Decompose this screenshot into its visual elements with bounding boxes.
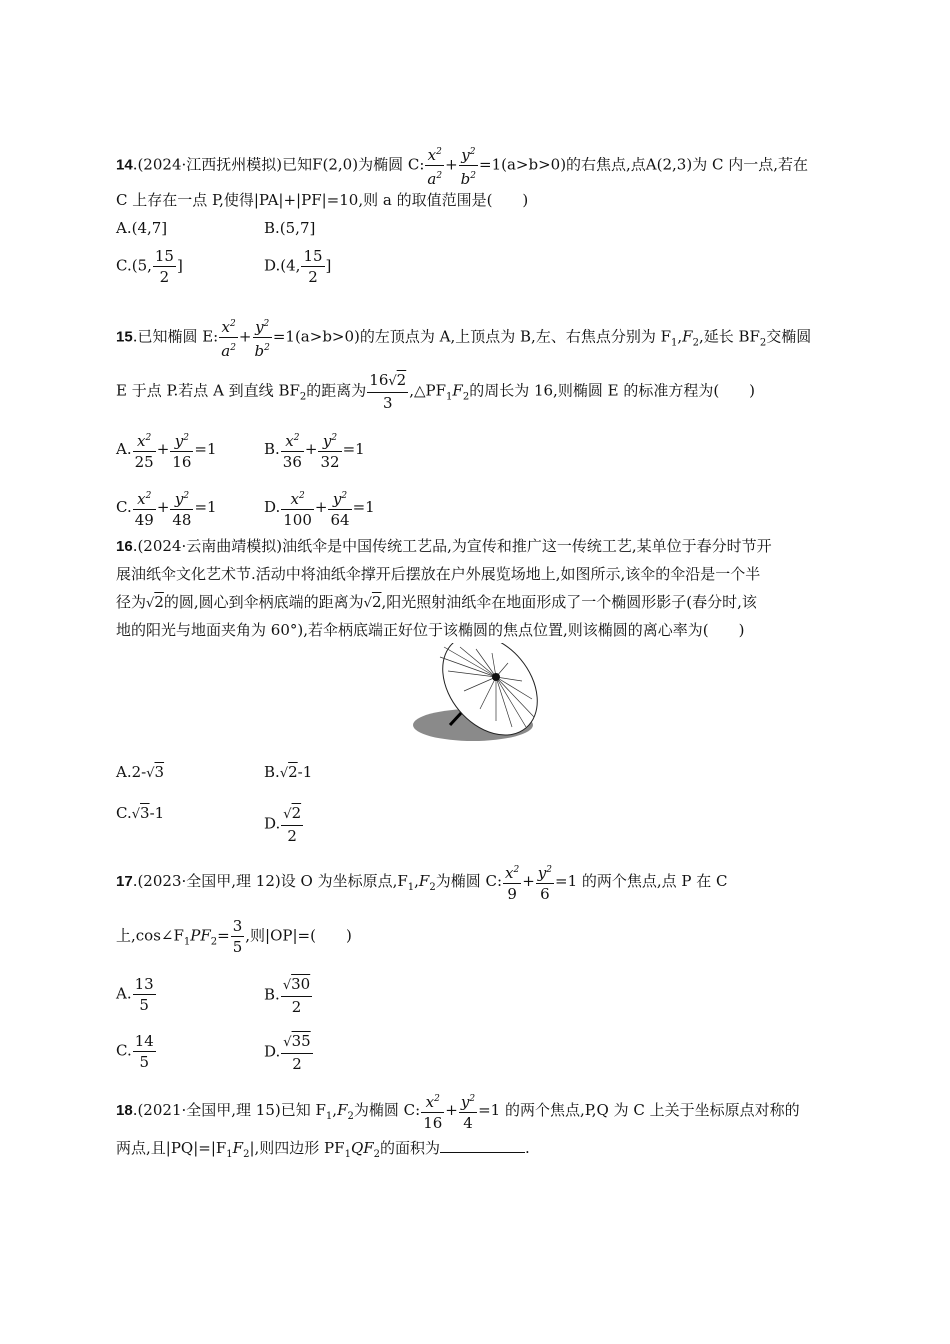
q16-b-post: -1: [297, 763, 313, 781]
q16-line1: [116, 536, 772, 557]
q14-option-a: A.(4,7]: [116, 219, 168, 237]
q15-text3: ,延长 BF: [698, 327, 760, 346]
q17-l2b: =: [217, 926, 230, 945]
q17-b-dot: .: [275, 985, 280, 1004]
q17-option-c: [116, 1031, 157, 1072]
q17-frac-x: $\frac{x^2}{9}$: [503, 860, 521, 904]
q16-a-text: A.2-: [116, 763, 147, 781]
q17-line2: 上$,\cos\angle F_1PF_2=$ $\frac{3}{5}$ ,则|OP|=( ): [116, 917, 352, 956]
q16-text1: 油纸伞是中国传统工艺品,为宣传和推广这一传统工艺,某单位于春分时节开: [282, 537, 772, 555]
q14-line2: C 上存在一点 P,使得|PA|+|PF|=10,则 a 的取值范围是( ): [116, 191, 529, 209]
q18-frac-x: $\frac{x^2}{16}$: [421, 1089, 444, 1133]
q17-source: .(2023·全国甲,理 12): [132, 872, 281, 890]
q17-d-frac: $\frac{√35}{2}$: [283, 1032, 311, 1073]
q16-b-dot: .: [275, 763, 280, 781]
q16-b-r2: 2: [288, 763, 298, 781]
q15-l2c: ,△PF: [409, 381, 447, 400]
q14-option-b: B.(5,7]: [264, 219, 316, 237]
q16-option-b: B.√2-1: [264, 763, 313, 781]
q18-end: .: [525, 1139, 530, 1157]
q16-c-r3: 3: [140, 804, 150, 822]
q16-c-pre: C.: [116, 804, 132, 822]
q15-b-fy: $\frac{y^2}{32}$: [318, 428, 341, 472]
q17-number: 17: [116, 873, 133, 890]
q17-l2c: ,则|OP|=( ): [245, 926, 352, 945]
q17-c-frac: $\frac{14}{5}$: [134, 1032, 154, 1071]
q15-line2: E 于点 P.若点 A 到直线 $BF_2$的距离为 $\frac{16√2}{3}$ $,\triangle PF_1F_2$的周长为 16,则椭圆 E 的标准方程为( ): [116, 371, 756, 412]
q17-d-label: D: [264, 1042, 276, 1061]
q18-l2a: 两点,且|PQ|=|F: [116, 1139, 227, 1157]
q17-option-d: [264, 1031, 314, 1074]
q15-option-d: D. $\frac{x^2}{100}$ + $\frac{y^2}{64}$ =1: [264, 486, 375, 530]
q17-c-dot: .: [126, 1041, 132, 1060]
umbrella-figure: [410, 643, 540, 743]
q17-option-b: [264, 974, 313, 1017]
q14-d-post: ]: [325, 256, 332, 275]
q18-l2b: |,则四边形 PF: [249, 1139, 345, 1157]
q17-line1: 17.(2023·全国甲,理 12)设 O 为坐标原点$,F_1,F_2$为椭圆 C: $\frac{x^2}{9}$ + $\frac{y^2}{6}$ =1 的两个焦点,点 P 在 C: [116, 860, 728, 904]
q15-frac-y: $\frac{y^2}{b^2}$: [253, 314, 272, 361]
q14-option-c: [116, 246, 183, 287]
q17-b-frac: $\frac{√30}{2}$: [282, 975, 311, 1016]
q16-l3b: 的圆,圆心到伞柄底端的距离为: [163, 593, 364, 611]
q18-l1a: 已知 F: [280, 1101, 326, 1119]
q14-source: .(2024·江西抚州模拟): [132, 155, 283, 174]
q16-r2b: 2: [371, 593, 382, 611]
q15-c-fy: $\frac{y^2}{48}$: [170, 486, 193, 530]
q15-d-eq: =1: [352, 498, 375, 516]
q18-source: .(2021·全国甲,理 15): [132, 1101, 281, 1119]
q16-option-c: C.√3-1: [116, 804, 165, 822]
q17-cos-frac: $\frac{3}{5}$: [232, 917, 243, 956]
q15-number: 15: [116, 328, 133, 346]
q16-c-post: -1: [149, 804, 165, 822]
q15-c-eq: =1: [194, 498, 217, 516]
q14-number: 14: [116, 156, 133, 174]
q15-distance-frac: $\frac{16√2}{3}$: [369, 371, 407, 412]
q14-d-frac: $\frac{15}{2}$: [303, 247, 323, 286]
q16-d-frac: $\frac{√2}{2}$: [283, 804, 302, 845]
q15-l2b: 的距离为: [306, 381, 367, 400]
q15-text: .已知椭圆 E:: [132, 327, 219, 346]
q14-line1: 14.(2024·江西抚州模拟)已知F(2,0)为椭圆 C: $\frac{x^2}{a^2}$ + $\frac{y^2}{b^2}$ =1(a>b>0)的右焦点,点A(2,3)为 C 内一点,若在: [116, 142, 808, 189]
q18-l1b: 为椭圆 C:: [353, 1101, 421, 1119]
q16-d-pre: D.: [264, 814, 281, 833]
q17-d-dot: .: [275, 1042, 281, 1061]
q14-option-d: [264, 246, 331, 287]
q15-c-fx: $\frac{x^2}{49}$: [133, 486, 156, 530]
q15-a-fy: $\frac{y^2}{16}$: [170, 428, 193, 472]
q18-line1: 18.(2021·全国甲,理 15)已知 $F_1,F_2$为椭圆 C: $\frac{x^2}{16}$ + $\frac{y^2}{4}$ =1 的两个焦点,P,Q 为 C 上关于坐标原点对称的: [116, 1089, 800, 1133]
q16-number: 16: [116, 538, 133, 555]
q15-frac-x: $\frac{x^2}{a^2}$: [219, 314, 238, 361]
q16-line3: 径为√2的圆,圆心到伞柄底端的距离为√2,阳光照射油纸伞在地面形成了一个椭圆形影子(春分时,该: [116, 593, 757, 611]
q18-l1c: =1 的两个焦点,P,Q 为 C 上关于坐标原点对称的: [478, 1101, 800, 1119]
q15-b-label: B.: [264, 440, 280, 458]
q17-option-a: [116, 974, 157, 1015]
q16-line4: 地的阳光与地面夹角为 60°),若伞柄底端正好位于该椭圆的焦点位置,则该椭圆的离心率为( ): [116, 621, 745, 639]
q17-l1a: 设 O 为坐标原点,F: [280, 872, 408, 890]
q14-c-frac: $\frac{15}{2}$: [154, 247, 174, 286]
q17-l2a: 上,cos∠F: [116, 926, 184, 945]
q17-c-label: C: [116, 1041, 127, 1060]
q14-frac-y: $\frac{y^2}{b^2}$: [459, 142, 478, 189]
q16-r2: 2: [154, 593, 164, 611]
q15-a-label: A.: [116, 440, 132, 458]
q15-d-label: D.: [264, 498, 281, 516]
q16-b-label: B: [264, 763, 276, 781]
q15-b-eq: =1: [342, 440, 365, 458]
q15-l2a: E 于点 P.若点 A 到直线 BF: [116, 381, 300, 400]
q16-a-r3: 3: [154, 763, 165, 781]
q15-option-a: A. $\frac{x^2}{25}$ + $\frac{y^2}{16}$ =1: [116, 428, 217, 472]
q16-l3c: ,阳光照射油纸伞在地面形成了一个椭圆形影子(春分时,该: [381, 593, 757, 611]
q15-option-c: C. $\frac{x^2}{49}$ + $\frac{y^2}{48}$ =1: [116, 486, 217, 530]
q17-l1b: 为椭圆 C:: [435, 872, 503, 890]
q15-d-fx: $\frac{x^2}{100}$: [281, 486, 314, 530]
q15-line1: 15.已知椭圆 E: $\frac{x^2}{a^2}$ + $\frac{y^2}{b^2}$ =1(a>b>0)的左顶点为 A,上顶点为 B,左、右焦点分别为 $F_1,F_2$,延长 $BF_2$交椭圆: [116, 314, 811, 361]
q15-a-fx: $\frac{x^2}{25}$: [133, 428, 156, 472]
q14-text2: =1(a>b>0)的右焦点,点A(2,3)为 C 内一点,若在: [479, 155, 808, 174]
q18-l2c: 的面积为: [380, 1139, 441, 1157]
q14-text: 已知F(2,0)为椭圆 C:: [282, 155, 425, 174]
q15-c-label: C.: [116, 498, 132, 516]
q15-d-fy: $\frac{y^2}{64}$: [328, 486, 351, 530]
q17-a-dot: .: [126, 984, 132, 1003]
q15-text2: =1(a>b>0)的左顶点为 A,上顶点为 B,左、右焦点分别为 F: [272, 327, 671, 346]
q14-c-pre: C.(5,: [116, 256, 152, 275]
q18-line2: 两点,且$|PQ|=|F_1F_2|$,则四边形 $PF_1QF_2$的面积为 .: [116, 1139, 530, 1160]
q15-option-b: B. $\frac{x^2}{36}$ + $\frac{y^2}{32}$ =1: [264, 428, 365, 472]
q15-l2d: 的周长为 16,则椭圆 E 的标准方程为( ): [469, 381, 756, 400]
q14-d-pre: D.(4,: [264, 256, 301, 275]
q15-a-eq: =1: [194, 440, 217, 458]
q14-c-post: ]: [176, 256, 183, 275]
q17-a-label: A: [116, 984, 127, 1003]
q16-option-a: A.2-√3: [116, 763, 165, 781]
q16-source: .(2024·云南曲靖模拟): [132, 537, 283, 555]
q14-frac-x: $\frac{x^2}{a^2}$: [425, 142, 444, 189]
q17-l1c: =1 的两个焦点,点 P 在 C: [555, 872, 728, 890]
q18-frac-y: $\frac{y^2}{4}$: [459, 1089, 477, 1133]
q17-b-label: B: [264, 985, 276, 1004]
q17-a-frac: $\frac{13}{5}$: [134, 975, 154, 1014]
q17-frac-y: $\frac{y^2}{6}$: [536, 860, 554, 904]
answer-blank[interactable]: [440, 1138, 525, 1153]
q16-line2: 展油纸伞文化艺术节.活动中将油纸伞撑开后摆放在户外展览场地上,如图所示,该伞的伞沿是一个半: [116, 565, 761, 583]
q16-option-d: [264, 803, 304, 846]
q15-b-fx: $\frac{x^2}{36}$: [281, 428, 304, 472]
q15-text4: 交椭圆: [766, 327, 812, 346]
q18-number: 18: [116, 1102, 133, 1119]
q16-l3a: 径为: [116, 593, 147, 611]
